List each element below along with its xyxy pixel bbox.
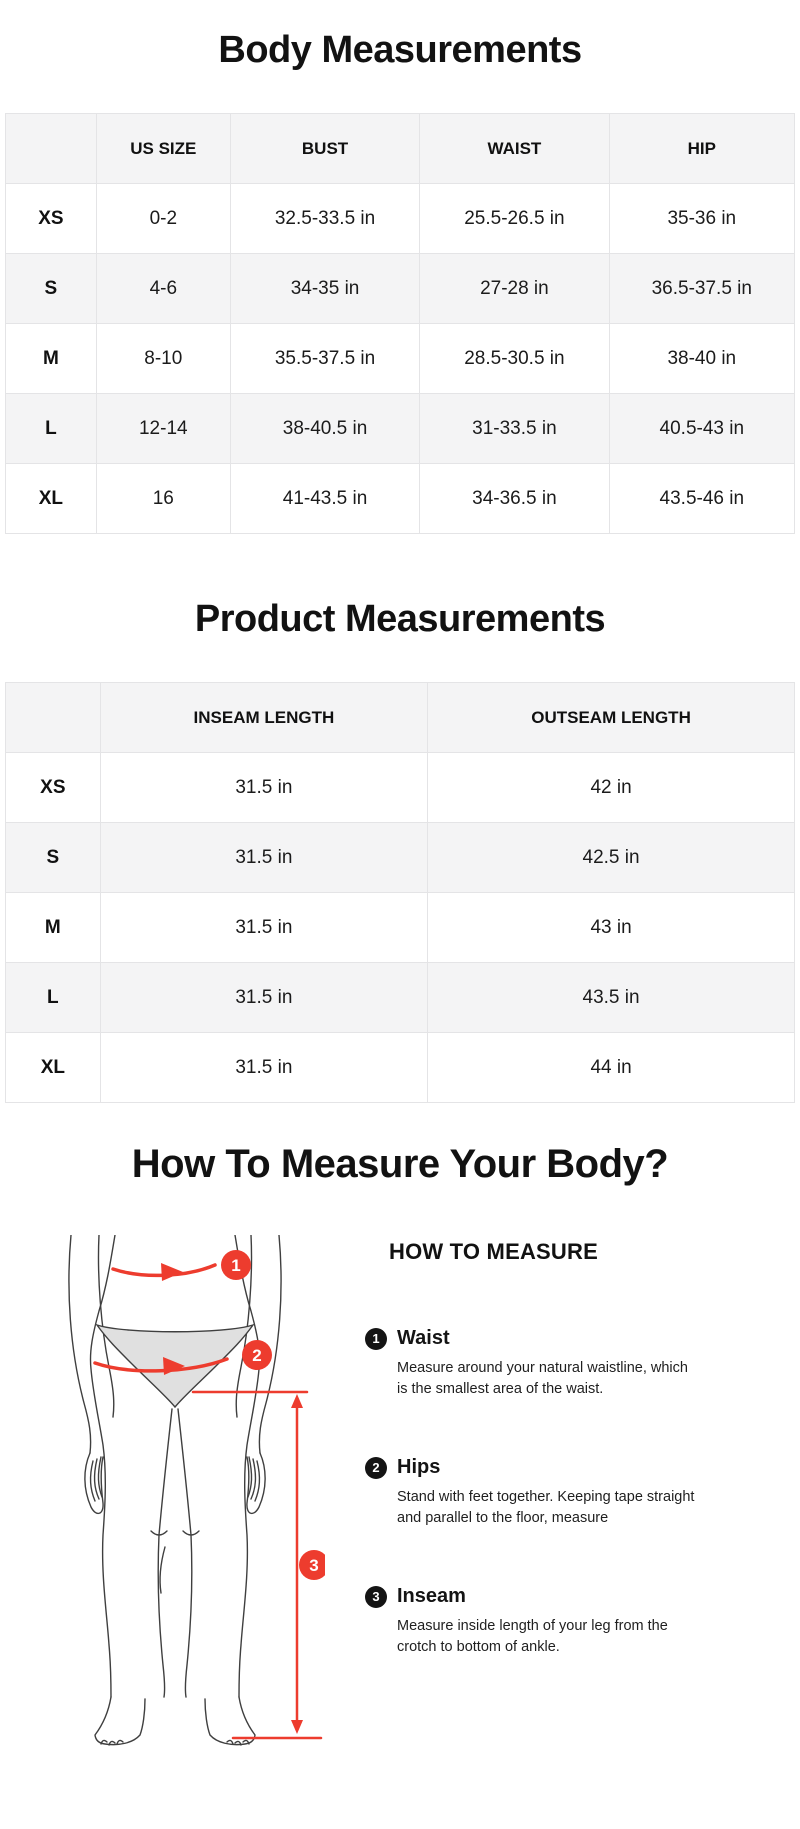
table-row — [6, 893, 795, 963]
svg-text:3: 3 — [309, 1556, 319, 1575]
inseam-value: 31.5 in — [100, 823, 427, 893]
size-label: XS — [6, 184, 97, 254]
step-3-description: Measure inside length of your leg from the crotch to bottom of ankle. — [397, 1618, 668, 1655]
us-size-value: 12-14 — [96, 394, 230, 464]
table-row — [6, 394, 795, 464]
size-label: XL — [6, 1033, 101, 1103]
bust-value: 34-35 in — [230, 254, 419, 324]
size-label: S — [6, 254, 97, 324]
step-waist — [365, 1327, 695, 1400]
header-cell-hip: HIP — [609, 114, 794, 184]
measure-section — [0, 1235, 800, 1775]
size-label: L — [6, 394, 97, 464]
step-1-badge: 1 — [365, 1328, 387, 1350]
header-cell-inseam: INSEAM LENGTH — [100, 683, 427, 753]
header-cell-waist: WAIST — [420, 114, 609, 184]
us-size-value: 16 — [96, 464, 230, 534]
bust-value: 41-43.5 in — [230, 464, 419, 534]
bust-value: 38-40.5 in — [230, 394, 419, 464]
hip-value: 38-40 in — [609, 324, 794, 394]
bust-value: 35.5-37.5 in — [230, 324, 419, 394]
inseam-value: 31.5 in — [100, 893, 427, 963]
size-label: M — [6, 893, 101, 963]
table-row — [6, 1033, 795, 1103]
body-diagram — [55, 1235, 325, 1765]
waist-measure-arrow — [113, 1250, 251, 1281]
table-row — [6, 254, 795, 324]
inseam-value: 31.5 in — [100, 753, 427, 823]
product-measurements-table — [5, 682, 795, 1103]
header-cell-outseam: OUTSEAM LENGTH — [428, 683, 795, 753]
outseam-value: 44 in — [428, 1033, 795, 1103]
body-figure-illustration — [55, 1235, 325, 1765]
how-to-measure-instructions — [365, 1239, 695, 1714]
header-cell-bust: BUST — [230, 114, 419, 184]
inseam-value: 31.5 in — [100, 963, 427, 1033]
outseam-value: 43.5 in — [428, 963, 795, 1033]
header-cell-blank — [6, 114, 97, 184]
bust-value: 32.5-33.5 in — [230, 184, 419, 254]
outseam-value: 42.5 in — [428, 823, 795, 893]
table-row — [6, 753, 795, 823]
svg-text:1: 1 — [231, 1256, 241, 1275]
us-size-value: 4-6 — [96, 254, 230, 324]
us-size-value: 0-2 — [96, 184, 230, 254]
size-label: S — [6, 823, 101, 893]
waist-value: 34-36.5 in — [420, 464, 609, 534]
body-measurements-title: Body Measurements — [218, 29, 582, 71]
table-header-row — [6, 114, 795, 184]
header-cell-us-size: US SIZE — [96, 114, 230, 184]
us-size-value: 8-10 — [96, 324, 230, 394]
header-cell-blank — [6, 683, 101, 753]
svg-text:2: 2 — [252, 1346, 262, 1365]
size-label: L — [6, 963, 101, 1033]
step-3-badge: 3 — [365, 1586, 387, 1608]
step-inseam — [365, 1585, 695, 1658]
table-row — [6, 963, 795, 1033]
inseam-value: 31.5 in — [100, 1033, 427, 1103]
waist-value: 28.5-30.5 in — [420, 324, 609, 394]
table-row — [6, 324, 795, 394]
product-measurements-title: Product Measurements — [194, 598, 606, 640]
size-label: XS — [6, 753, 101, 823]
how-to-measure-title: How To Measure Your Body? — [131, 1142, 669, 1186]
step-2-title: Hips — [397, 1456, 441, 1478]
outseam-value: 42 in — [428, 753, 795, 823]
table-row — [6, 464, 795, 534]
size-label: XL — [6, 464, 97, 534]
how-to-measure-heading: HOW TO MEASURE — [389, 1239, 598, 1264]
step-3-title: Inseam — [397, 1585, 466, 1607]
table-header-row — [6, 683, 795, 753]
hip-value: 40.5-43 in — [609, 394, 794, 464]
step-2-description: Stand with feet together. Keeping tape straight and parallel to the floor, measure — [397, 1489, 695, 1526]
hip-value: 43.5-46 in — [609, 464, 794, 534]
size-label: M — [6, 324, 97, 394]
step-1-description: Measure around your natural waistline, which is the smallest area of the waist. — [397, 1360, 688, 1397]
table-row — [6, 184, 795, 254]
step-1-title: Waist — [397, 1327, 450, 1349]
hip-value: 35-36 in — [609, 184, 794, 254]
outseam-value: 43 in — [428, 893, 795, 963]
waist-value: 31-33.5 in — [420, 394, 609, 464]
waist-value: 25.5-26.5 in — [420, 184, 609, 254]
step-hips — [365, 1456, 695, 1529]
table-row — [6, 823, 795, 893]
hip-value: 36.5-37.5 in — [609, 254, 794, 324]
step-2-badge: 2 — [365, 1457, 387, 1479]
waist-value: 27-28 in — [420, 254, 609, 324]
body-measurements-table — [5, 113, 795, 534]
